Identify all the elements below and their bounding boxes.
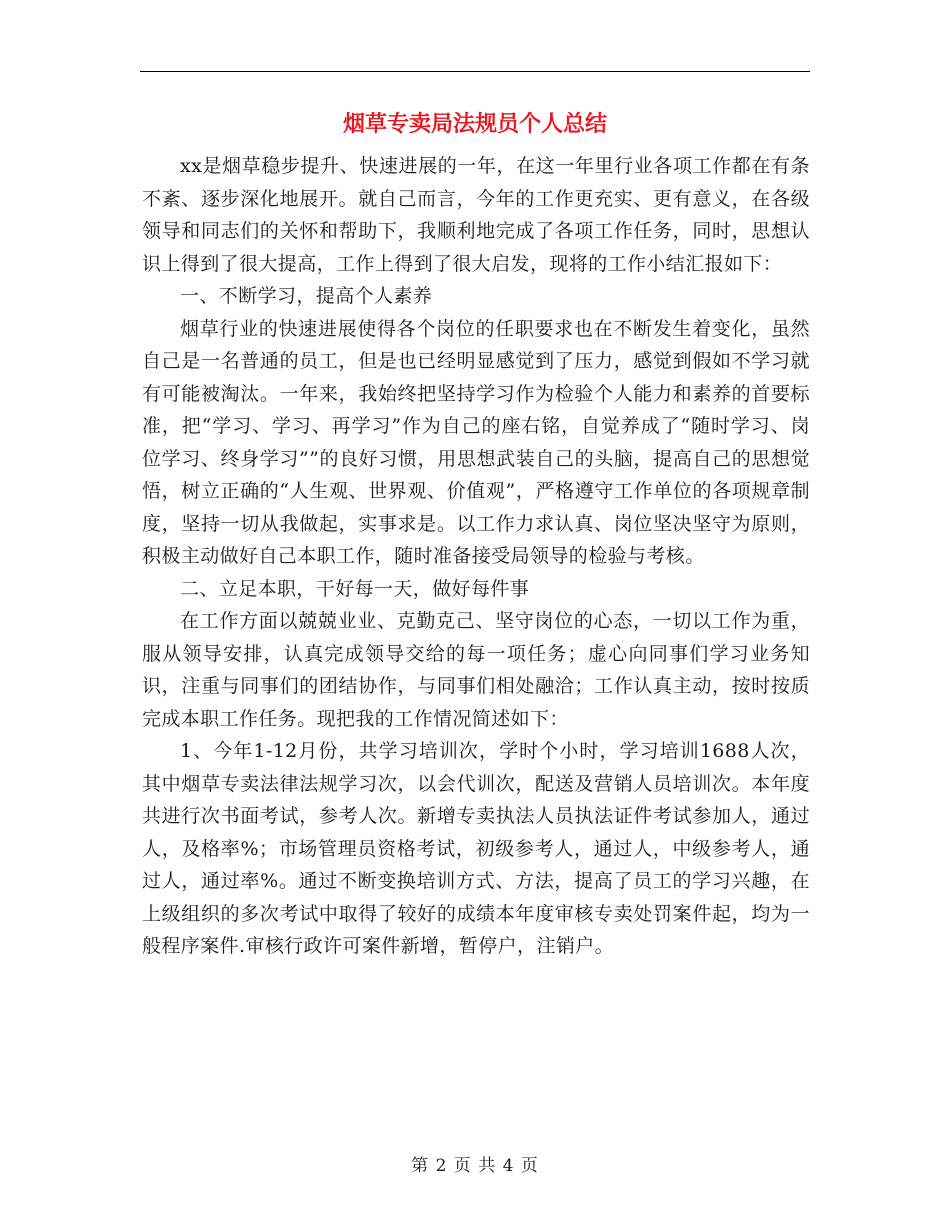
document-title: 烟草专卖局法规员个人总结 xyxy=(342,111,607,137)
section-heading-1: 一、不断学习，提高个人素养 xyxy=(180,285,433,307)
page-number-footer: 第 2 页 共 4 页 xyxy=(411,1156,539,1176)
document-body xyxy=(142,150,810,963)
paragraph-intro: xx是烟草稳步提升、快速进展的一年，在这一年里行业各项工作都在有条不紊、逐步深化地展开。就自己而言，今年的工作更充实、更有意义，在各级领导和同志们的关怀和帮助下，我顺利地完成了各项工作任务，同时，思想认识上得到了很大提高，工作上得到了很大启发，现将的工作小结汇报如下： xyxy=(142,155,810,275)
header-rule xyxy=(140,71,810,72)
paragraph-learning: 烟草行业的快速进展使得各个岗位的任职要求也在不断发生着变化，虽然自己是一名普通的员工，但是也已经明显感觉到了压力，感觉到假如不学习就有可能被淘汰。一年来，我始终把坚持学习作为检验个人能力和素养的首要标准，把“学习、学习、再学习”作为自己的座右铭，自觉养成了“随时学习、岗位学习、终身学习””的良好习惯，用思想武装自己的头脑，提高自己的思想觉悟，树立正确的“人生观、世界观、价值观”，严格遵守工作单位的各项规章制度，坚持一切从我做起，实事求是。以工作力求认真、岗位坚决坚守为原则，积极主动做好自己本职工作，随时准备接受局领导的检验与考核。 xyxy=(142,317,810,567)
paragraph-work-attitude: 在工作方面以兢兢业业、克勤克己、坚守岗位的心态，一切以工作为重，服从领导安排，认真完成领导交给的每一项任务；虚心向同事们学习业务知识，注重与同事们的团结协作，与同事们相处融洽；工作认真主动，按时按质完成本职工作任务。现把我的工作情况简述如下： xyxy=(142,610,810,730)
paragraph-training-stats: 1、今年1-12月份，共学习培训次，学时个小时，学习培训1688人次，其中烟草专卖法律法规学习次，以会代训次，配送及营销人员培训次。本年度共进行次书面考试，参考人次。新增专卖执法人员执法证件考试参加人，通过人，及格率%；市场管理员资格考试，初级参考人，通过人，中级参考人，通过人，通过率%。通过不断变换培训方式、方法，提高了员工的学习兴趣，在上级组织的多次考试中取得了较好的成绩本年度审核专卖处罚案件起，均为一般程序案件.审核行政许可案件新增，暂停户，注销户。 xyxy=(142,740,810,957)
section-heading-2: 二、立足本职，干好每一天，做好每件事 xyxy=(180,577,530,600)
